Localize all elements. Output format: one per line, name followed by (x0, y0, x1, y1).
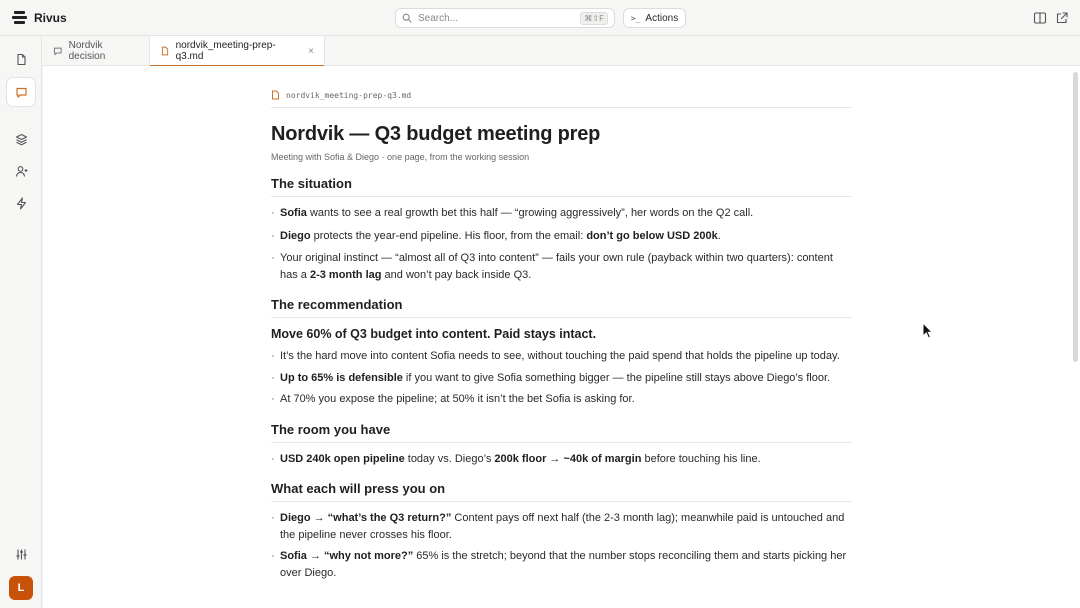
search-shortcut: ⌘⇧F (580, 12, 608, 25)
rail-chat-button[interactable] (6, 77, 36, 107)
page-subtitle: Meeting with Sofia & Diego · one page, from the working session (271, 152, 530, 162)
split-view-icon[interactable] (1033, 11, 1047, 25)
page-title: Nordvik — Q3 budget meeting prep (271, 123, 601, 145)
list-item: · At 70% you expose the pipeline; at 50% it isn’t the bet Sofia is asking for. (271, 391, 852, 408)
user-icon (15, 165, 28, 178)
search-placeholder: Search... (418, 12, 459, 24)
document-icon (160, 46, 170, 56)
chat-icon (15, 86, 28, 99)
list-item: · Up to 65% is defensible if you want to give Sofia something bigger — the pipeline still stays above Diego’s floor. (271, 370, 852, 387)
tab-label: Nordvik decision (68, 40, 106, 62)
tab-nordvik-decision[interactable] (43, 36, 149, 66)
layers-icon (15, 133, 28, 146)
sub-heading: Move 60% of Q3 budget into content. Paid stays intact. (271, 327, 597, 341)
section-heading: What each will press you on (271, 481, 852, 502)
section-heading: The room you have (271, 422, 852, 443)
tab-bar (43, 36, 1080, 66)
situation-list (271, 205, 852, 283)
app-name: Rivus (34, 10, 67, 25)
search-icon (402, 13, 412, 23)
section-heading: The situation (271, 176, 852, 197)
tab-close-button[interactable]: × (308, 45, 314, 57)
list-item: · Diego protects the year-end pipeline. His floor, from the email: don’t go below USD 200k. (271, 228, 852, 245)
list-item: · Your original instinct — “almost all of Q3 into content” — fails your own rule (payback within two quarters): content has a 2-3 month lag and won’t pay back inside Q3. (271, 250, 852, 283)
top-bar (0, 0, 1080, 36)
actions-label: Actions (645, 12, 679, 24)
rivus-logo-icon (12, 10, 27, 25)
list-item: · USD 240k open pipeline today vs. Diego’s 200k floor → ~40k of margin before touching his line. (271, 451, 852, 468)
scrollbar[interactable] (1073, 72, 1078, 362)
rail-contacts-button[interactable] (6, 156, 36, 186)
sliders-icon (15, 548, 28, 561)
search-input[interactable] (395, 8, 615, 28)
terminal-icon: >_ (630, 13, 641, 23)
rail-automations-button[interactable] (6, 188, 36, 218)
app-logo[interactable] (12, 10, 67, 25)
list-item: · Sofia → “why not more?” 65% is the stretch; beyond that the number stops reconciling them and starts picking her over Diego. (271, 548, 852, 581)
avatar[interactable]: L (9, 576, 33, 600)
mouse-cursor-icon (922, 322, 934, 339)
markdown-document (271, 90, 852, 581)
list-item: · It’s the hard move into content Sofia needs to see, without touching the paid spend that holds the pipeline up today. (271, 348, 852, 365)
rail-layers-button[interactable] (6, 124, 36, 154)
file-icon (271, 90, 280, 100)
chat-icon (53, 46, 63, 56)
tab-label: nordvik_meeting-prep-q3.md (175, 40, 276, 62)
list-item: · Sofia wants to see a real growth bet this half — “growing aggressively”, her words on the Q2 call. (271, 205, 852, 222)
lightning-icon (15, 197, 28, 210)
actions-button[interactable] (623, 8, 686, 28)
file-path-line (271, 90, 852, 108)
document-icon (15, 53, 28, 66)
list-item: · Diego → “what’s the Q3 return?” Content pays off next half (the 2-3 month lag); meanwhile paid is untouched and the pipeline never crosses his floor. (271, 510, 852, 543)
left-rail (0, 36, 42, 608)
press-list (271, 510, 852, 581)
rail-files-button[interactable] (6, 44, 36, 74)
room-list (271, 451, 852, 468)
tab-meeting-prep[interactable] (149, 36, 325, 66)
external-link-icon[interactable] (1055, 11, 1069, 25)
rail-settings-button[interactable] (6, 539, 36, 569)
recommendation-list (271, 348, 852, 408)
file-name: nordvik_meeting-prep-q3.md (286, 90, 412, 100)
section-heading: The recommendation (271, 297, 852, 318)
